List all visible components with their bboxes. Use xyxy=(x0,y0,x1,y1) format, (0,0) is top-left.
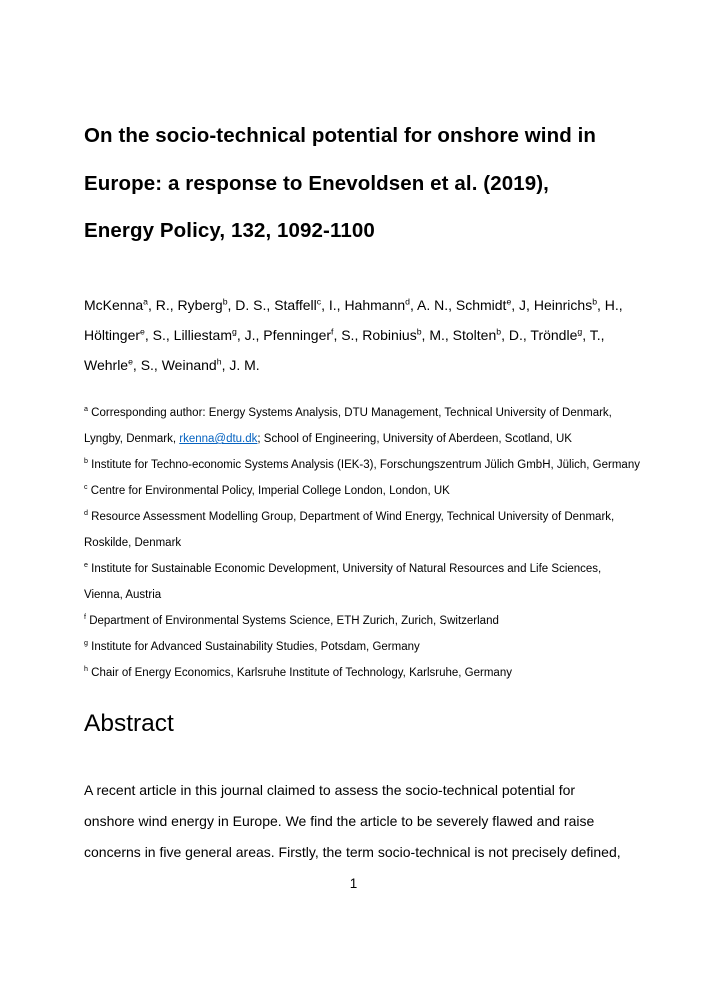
title-line: Europe: a response to Enevoldsen et al. (2019), xyxy=(84,171,549,195)
author: Lilliestam$^g$, J., xyxy=(173,326,264,343)
abstract-line: A recent article in this journal claimed to assess the socio-technical potential for xyxy=(84,782,576,798)
affiliation: $^e$ Institute for Sustainable Economic Development, University of Natural Resources and Life Sciences, Vienna, Austria xyxy=(84,561,602,601)
affiliation-mark: b xyxy=(416,326,422,337)
author: Hahmann$^d$, A. N., xyxy=(344,296,456,313)
affiliation-mark: h xyxy=(84,665,88,674)
affiliation-mark: c xyxy=(84,483,88,492)
affiliation: $^f$ Department of Environmental Systems Science, ETH Zurich, Zurich, Switzerland xyxy=(84,613,499,627)
affiliation-mark: c xyxy=(316,296,322,307)
author: Wehrle$^e$, S., xyxy=(84,356,162,373)
title-line: On the socio-technical potential for onshore wind in xyxy=(84,124,597,147)
affiliation-mark: d xyxy=(84,509,88,518)
affiliation-mark: b xyxy=(592,296,598,307)
affiliation: $^h$ Chair of Energy Economics, Karlsruhe Institute of Technology, Karlsruhe, Germany xyxy=(84,665,512,679)
affiliation-mark: h xyxy=(216,356,222,367)
page-number: 1 xyxy=(349,876,358,891)
affiliation: $^b$ Institute for Techno-economic Systems Analysis (IEK-3), Forschungszentrum Jülich GmbH, Jülich, Germany xyxy=(84,457,640,471)
affiliation-mark: b xyxy=(84,457,88,466)
author: Tröndle$^g$, T., xyxy=(530,326,605,343)
author: Weinand$^h$, J. M. xyxy=(161,356,260,373)
email-link[interactable]: rkenna@dtu.dk xyxy=(179,433,258,445)
author: Ryberg$^b$, D. S., xyxy=(177,296,275,313)
affiliation-mark: e xyxy=(506,296,512,307)
abstract-paragraph xyxy=(84,775,644,868)
affiliation-mark: f xyxy=(331,326,334,337)
affiliation-mark: f xyxy=(84,613,86,622)
affiliation-mark: b xyxy=(496,326,502,337)
author: Stolten$^b$, D., xyxy=(452,326,531,343)
affiliation: $^a$ Corresponding author: Energy Systems Analysis, DTU Management, Technical University of Denmark, Lyngby, Denmark, rkenna@dtu.dk; School of Engineering, University of Aberdeen, Scotland, UK xyxy=(84,405,612,445)
author: Robinius$^b$, M., xyxy=(362,326,453,343)
author: Höltinger$^e$, S., xyxy=(84,326,174,343)
affiliation-mark: e xyxy=(84,561,88,570)
affiliation-mark: a xyxy=(84,405,88,414)
author: Staffell$^c$, I., xyxy=(274,296,345,313)
author: Heinrichs$^b$, H., xyxy=(533,296,623,313)
affiliation-mark: a xyxy=(143,296,148,307)
affiliation-mark: g xyxy=(577,326,583,337)
affiliation-mark: b xyxy=(222,296,228,307)
affiliation: $^d$ Resource Assessment Modelling Group, Department of Wind Energy, Technical University of Denmark, Roskilde, Denmark xyxy=(84,509,615,549)
abstract-heading: Abstract xyxy=(84,710,174,737)
affiliation-list xyxy=(84,400,641,686)
affiliation-mark: g xyxy=(232,326,237,337)
affiliation-mark: e xyxy=(140,326,145,337)
author: Schmidt$^e$, J, xyxy=(455,296,534,313)
affiliation: $^g$ Institute for Advanced Sustainability Studies, Potsdam, Germany xyxy=(84,639,420,653)
author-list xyxy=(84,290,641,380)
affiliation: $^c$ Centre for Environmental Policy, Imperial College London, London, UK xyxy=(84,483,450,497)
paper-title xyxy=(84,112,644,255)
abstract-line: onshore wind energy in Europe. We find the article to be severely flawed and raise xyxy=(84,813,595,829)
title-line: Energy Policy, 132, 1092-1100 xyxy=(84,219,375,242)
affiliation-mark: g xyxy=(84,639,88,648)
abstract-line: concerns in five general areas. Firstly, the term socio-technical is not precisely defined, xyxy=(84,844,621,860)
affiliation-mark: e xyxy=(128,356,133,367)
affiliation-mark: d xyxy=(405,296,410,307)
author: Pfenninger$^f$, S., xyxy=(263,326,363,343)
author: McKenna$^a$, R., xyxy=(84,296,178,313)
